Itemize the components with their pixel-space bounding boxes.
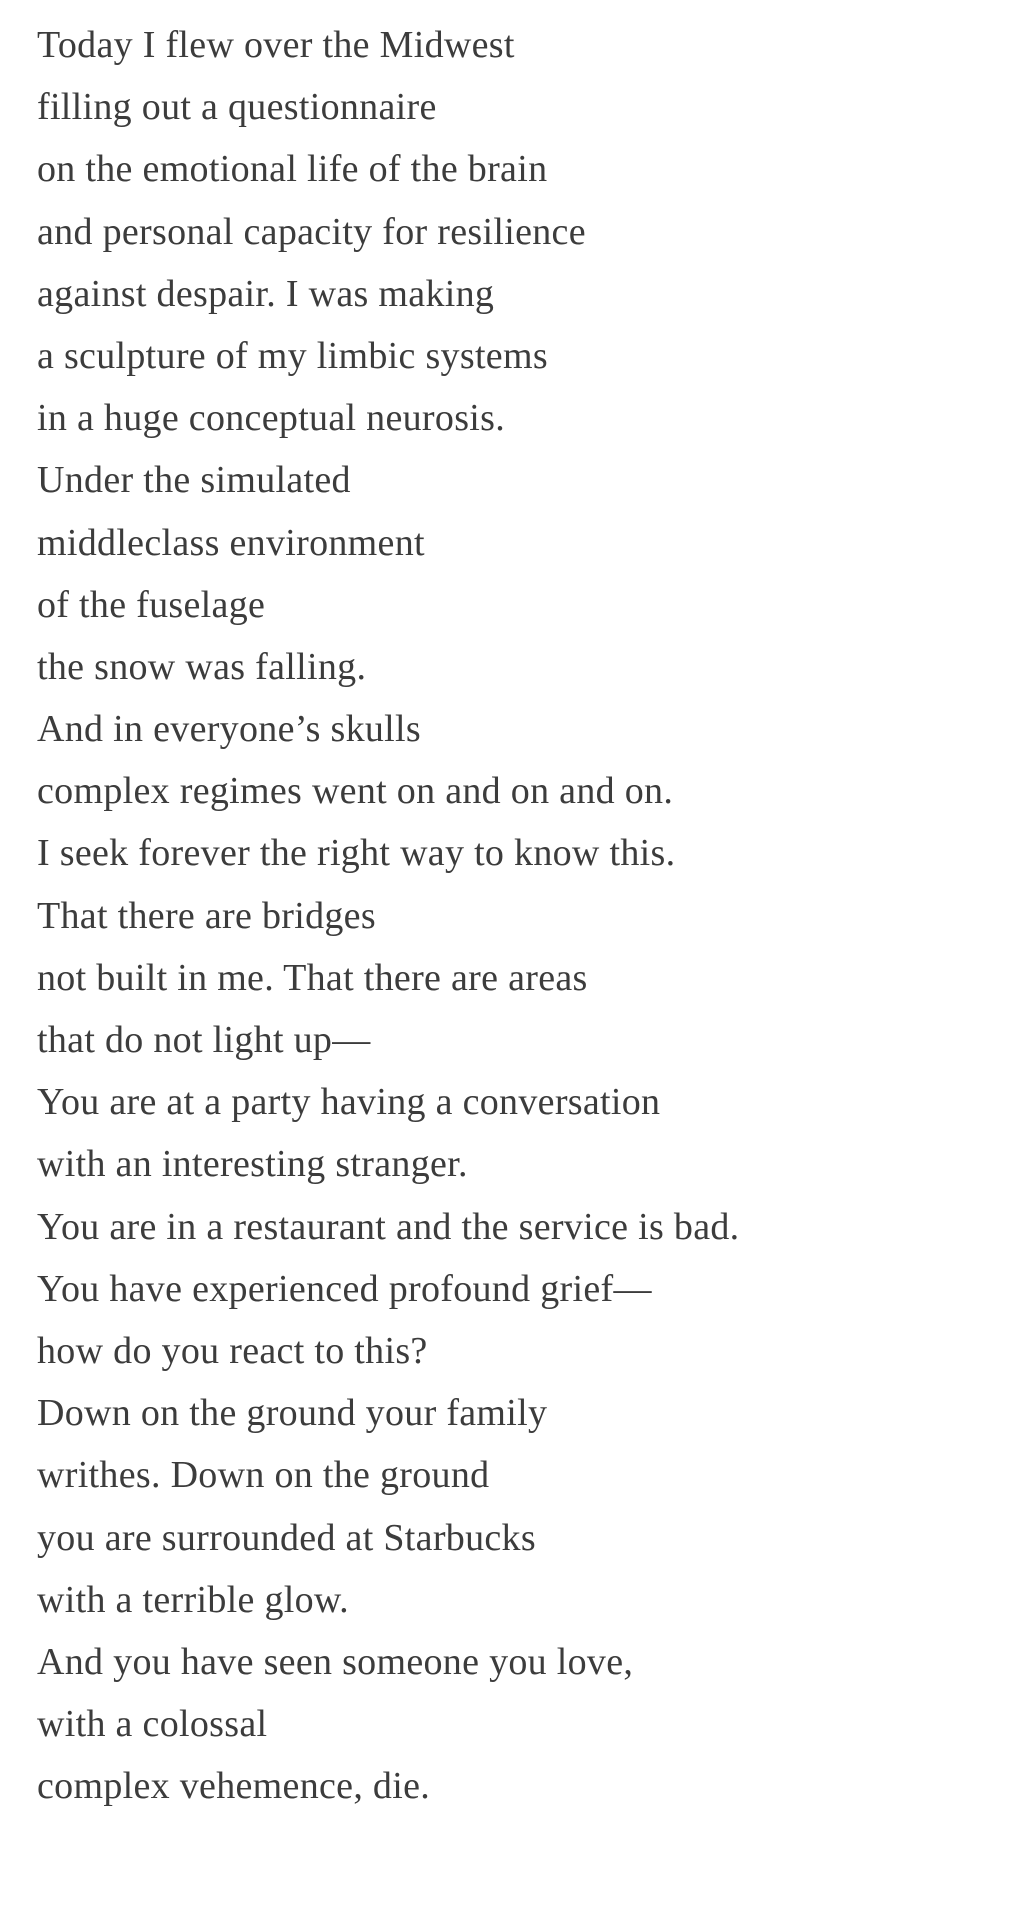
poem-line: I seek forever the right way to know this. xyxy=(37,832,676,875)
poem-line: Today I flew over the Midwest xyxy=(37,24,515,66)
poem-line: not built in me. That there are areas xyxy=(37,956,588,999)
poem-line: you are surrounded at Starbucks xyxy=(37,1516,536,1559)
poem-line: with a terrible glow. xyxy=(37,1578,349,1621)
poem-line: You have experienced profound grief— xyxy=(37,1267,652,1310)
poem-line: You are at a party having a conversation xyxy=(37,1081,661,1124)
poem-line: complex regimes went on and on and on. xyxy=(37,770,674,813)
poem-line: complex vehemence, die. xyxy=(37,1765,431,1808)
poem-line: against despair. I was making xyxy=(37,272,495,315)
poem-line: on the emotional life of the brain xyxy=(37,148,548,191)
poem-line: That there are bridges xyxy=(37,894,376,937)
poem-line: writhes. Down on the ground xyxy=(37,1454,490,1497)
poem-line: the snow was falling. xyxy=(37,645,367,688)
poem-line: Under the simulated xyxy=(37,459,351,502)
poem-line: with a colossal xyxy=(37,1703,268,1746)
poem-line: Down on the ground your family xyxy=(37,1392,548,1435)
poem-line: of the fuselage xyxy=(37,583,266,626)
poem-line: And you have seen someone you love, xyxy=(37,1640,634,1683)
poem-line: middleclass environment xyxy=(37,521,425,564)
poem-line: how do you react to this? xyxy=(37,1329,428,1372)
poem-line: that do not light up— xyxy=(37,1019,371,1061)
poem-line: and personal capacity for resilience xyxy=(37,210,586,253)
poem-line: in a huge conceptual neurosis. xyxy=(37,397,506,440)
poem-line: filling out a questionnaire xyxy=(37,86,437,129)
poem-text xyxy=(37,14,739,1817)
poem-line: You are in a restaurant and the service is bad. xyxy=(37,1205,740,1248)
poem-line: with an interesting stranger. xyxy=(37,1143,468,1186)
poem-line: And in everyone’s skulls xyxy=(37,708,421,751)
poem-line: a sculpture of my limbic systems xyxy=(37,334,548,377)
